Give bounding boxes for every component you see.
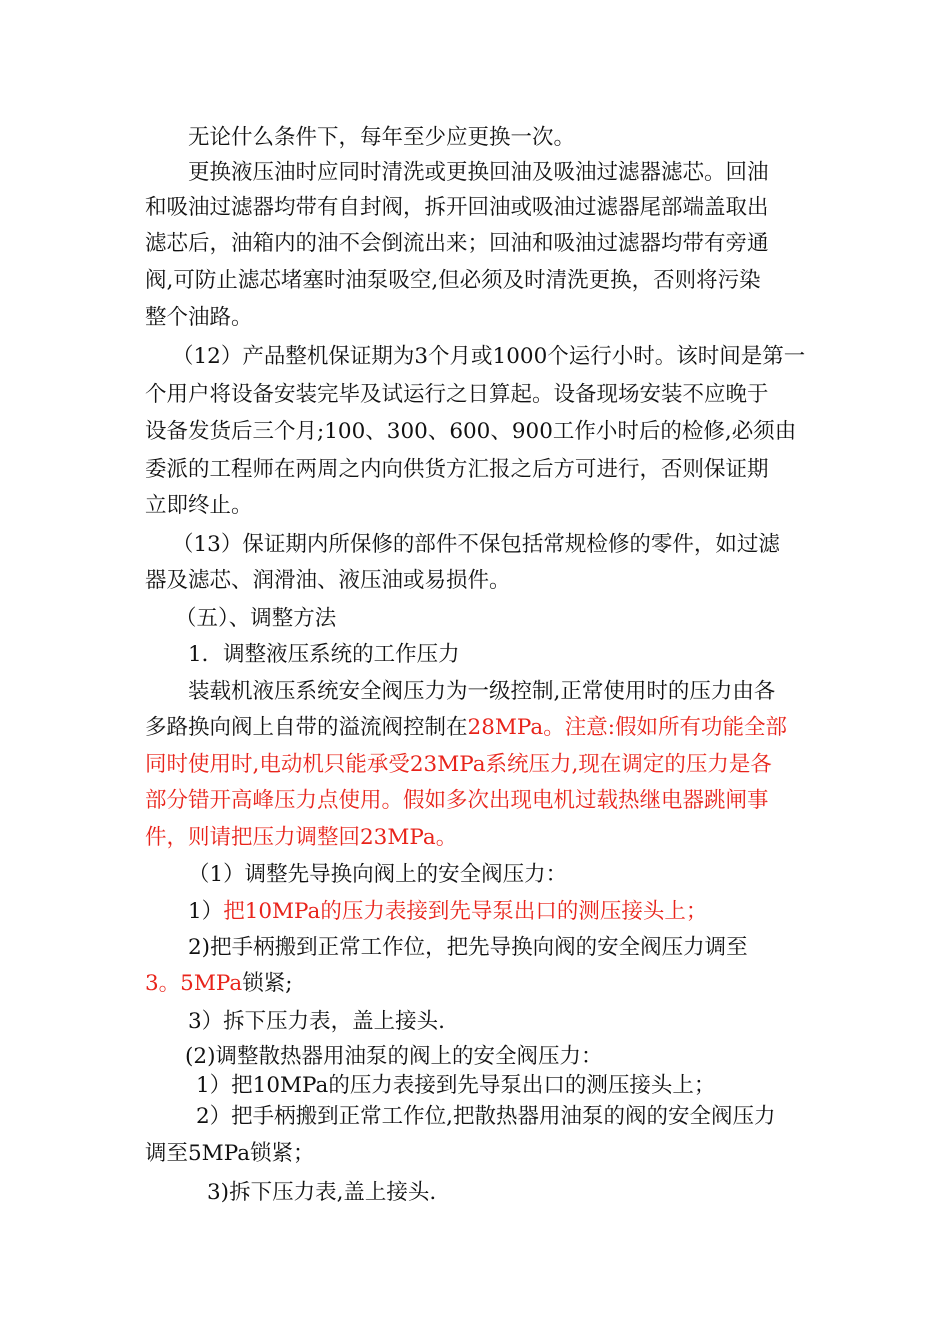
- text-line: (2)调整散热器用油泵的阀上的安全阀压力：: [185, 1044, 603, 1069]
- text-line: 阀,可防止滤芯堵塞时油泵吸空,但必须及时清洗更换，否则将污染: [145, 268, 761, 293]
- text-line: 2)把手柄搬到正常工作位，把先导换向阀的安全阀压力调至: [188, 935, 748, 960]
- text-line: 整个油路。: [145, 305, 253, 330]
- text-line: [145, 750, 772, 780]
- text-line: 无论什么条件下，每年至少应更换一次。: [188, 125, 576, 150]
- highlighted-text: 同时使用时,电动机只能承受23MPa系统压力,现在调定的压力是各: [145, 752, 772, 777]
- subsection-heading: 1．调整液压系统的工作压力: [188, 642, 460, 667]
- text-line: 个用户将设备安装完毕及试运行之日算起。设备现场安装不应晚于: [145, 382, 769, 407]
- text-line: 多路换向阀上自带的溢流阀控制在28MPa。注意:假如所有功能全部: [145, 715, 787, 740]
- text-line: 1）把10MPa的压力表接到先导泵出口的测压接头上；: [188, 899, 708, 924]
- text-line: 和吸油过滤器均带有自封阀，拆开回油或吸油过滤器尾部端盖取出: [145, 195, 769, 220]
- text-line: 委派的工程师在两周之内向供货方汇报之后方可进行，否则保证期: [145, 457, 769, 482]
- text-line: 器及滤芯、润滑油、液压油或易损件。: [145, 568, 511, 593]
- text-line: 设备发货后三个月;100、300、600、900工作小时后的检修,必须由: [145, 419, 797, 444]
- highlighted-text: 3。5MPa: [145, 971, 243, 996]
- text-line: 更换液压油时应同时清洗或更换回油及吸油过滤器滤芯。回油: [188, 160, 769, 185]
- text-line: 2）把手柄搬到正常工作位,把散热器用油泵的阀的安全阀压力: [196, 1104, 776, 1129]
- text-line: （1）调整先导换向阀上的安全阀压力：: [188, 862, 568, 887]
- text-line: 滤芯后，油箱内的油不会倒流出来；回油和吸油过滤器均带有旁通: [145, 231, 769, 256]
- highlighted-text: 部分错开高峰压力点使用。假如多次出现电机过载热继电器跳闸事: [145, 788, 769, 813]
- section-heading: （五）、调整方法: [175, 606, 337, 631]
- text-line: （12）产品整机保证期为3个月或1000个运行小时。该时间是第一: [172, 344, 806, 369]
- text-line: 立即终止。: [145, 493, 253, 518]
- text-line: [145, 823, 457, 853]
- highlighted-text: 件，则请把压力调整回23MPa。: [145, 825, 458, 850]
- text-line: 3。5MPa锁紧;: [145, 971, 293, 996]
- highlighted-text: 28MPa。注意:假如所有功能全部: [467, 715, 787, 740]
- text-line: （13）保证期内所保修的部件不保包括常规检修的零件，如过滤: [172, 532, 780, 557]
- text-line: 装载机液压系统安全阀压力为一级控制,正常使用时的压力由各: [188, 679, 776, 704]
- highlighted-text: 把10MPa的压力表接到先导泵出口的测压接头上；: [223, 899, 708, 924]
- text-line: [145, 786, 769, 816]
- text-line: 调至5MPa锁紧；: [145, 1141, 315, 1166]
- text-line: 3)拆下压力表,盖上接头.: [207, 1180, 437, 1205]
- text-line: 1）把10MPa的压力表接到先导泵出口的测压接头上；: [196, 1073, 716, 1098]
- text-line: 3）拆下压力表，盖上接头.: [188, 1009, 446, 1034]
